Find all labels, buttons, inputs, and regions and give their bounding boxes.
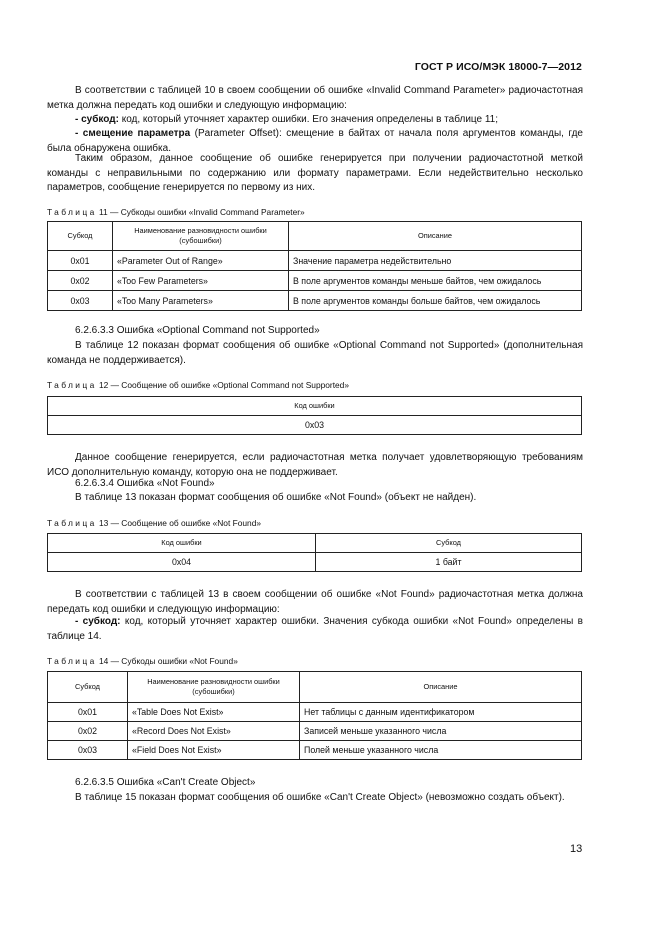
table-cell: 0x01 [48,251,113,271]
table-cell: «Parameter Out of Range» [113,251,289,271]
table-cell: 0x04 [48,553,316,572]
bullet-item [47,615,583,644]
table-row [48,703,582,722]
table-cell: 1 байт [316,553,582,572]
table-cell: 0x01 [48,703,128,722]
bullet-text: код, который уточняет характер ошибки. Его значения определены в таблице 11; [118,114,499,125]
table-cell: «Too Few Parameters» [113,271,289,291]
table-12 [47,396,582,435]
section-heading: 6.2.6.3.4 Ошибка «Not Found» [75,478,215,489]
caption-text: 14 — Субкоды ошибки «Not Found» [96,656,238,666]
table-header-cell: Описание [289,222,582,251]
table-cell: Значение параметра недействительно [289,251,582,271]
section-heading: 6.2.6.3.3 Ошибка «Optional Command not Supported» [75,325,320,336]
table-cell: 0x02 [48,722,128,741]
table-cell: 0x03 [48,416,582,435]
table-caption [47,207,305,217]
bullet-item [47,113,583,128]
caption-word: Таблица [47,656,97,666]
table-header-cell: Субкод [48,222,113,251]
table-cell: 0x02 [48,271,113,291]
table-caption [47,518,261,528]
table-cell: 0x03 [48,741,128,760]
table-row [48,722,582,741]
table-14 [47,671,582,760]
table-cell: Полей меньше указанного числа [300,741,582,760]
table-cell: «Field Does Not Exist» [128,741,300,760]
table-caption [47,380,349,390]
table-cell: В поле аргументов команды больше байтов, чем ожидалось [289,291,582,311]
caption-word: Таблица [47,518,97,528]
table-header-cell: Наименование разновидности ошибки (субошибки) [128,672,300,703]
paragraph: В соответствии с таблицей 13 в своем сообщении об ошибке «Not Found» радиочастотная метка должна передать код ошибки и следующую информацию: [47,589,583,615]
bullet-text: код, который уточняет характер ошибки. Значения субкода ошибки «Not Found» определены в таблице 14. [47,616,583,642]
bullet-term: - субкод: [75,616,121,627]
paragraph: В таблице 15 показан формат сообщения об ошибке «Can't Create Object» (невозможно создать объект). [75,792,565,803]
table-header-cell: Субкод [48,672,128,703]
table-header-cell: Код ошибки [48,534,316,553]
bullet-term: - смещение параметра [75,128,191,139]
table-header-cell: Наименование разновидности ошибки (субошибки) [113,222,289,251]
table-row [48,291,582,311]
table-row [48,741,582,760]
table-row [48,251,582,271]
table-row [48,271,582,291]
paragraph: В соответствии с таблицей 10 в своем сообщении об ошибке «Invalid Command Parameter» радиочастотная метка должна передать код ошибки и следующую информацию: [47,85,583,111]
table-header-cell: Субкод [316,534,582,553]
caption-text: 11 — Субкоды ошибки «Invalid Command Parameter» [96,207,305,217]
paragraph: Таким образом, данное сообщение об ошибке генерируется при получении радиочастотной меткой команды с неправильными по содержанию или формату параметрами. Если недействительно несколько параметров, сообщение генерируется по первому из них. [47,153,583,194]
table-cell: В поле аргументов команды меньше байтов, чем ожидалось [289,271,582,291]
caption-text: 12 — Сообщение об ошибке «Optional Command not Supported» [96,380,350,390]
table-cell: «Table Does Not Exist» [128,703,300,722]
table-11 [47,221,582,311]
paragraph: В таблице 13 показан формат сообщения об ошибке «Not Found» (объект не найден). [75,492,477,503]
table-cell: «Record Does Not Exist» [128,722,300,741]
section-heading: 6.2.6.3.5 Ошибка «Can't Create Object» [75,777,256,788]
table-cell: Записей меньше указанного числа [300,722,582,741]
table-header-cell: Код ошибки [48,397,582,416]
table-13 [47,533,582,572]
table-cell: «Too Many Parameters» [113,291,289,311]
table-cell: Нет таблицы с данным идентификатором [300,703,582,722]
table-caption [47,656,238,666]
bullet-term: - субкод: [75,114,119,125]
table-row [48,553,582,572]
caption-text: 13 — Сообщение об ошибке «Not Found» [96,518,262,528]
paragraph: В таблице 12 показан формат сообщения об ошибке «Optional Command not Supported» (дополнительная команда не поддерживается). [47,340,583,366]
page-header: ГОСТ Р ИСО/МЭК 18000-7—2012 [414,61,582,73]
page-number: 13 [570,843,583,855]
table-header-cell: Описание [300,672,582,703]
caption-word: Таблица [47,207,97,217]
paragraph: Данное сообщение генерируется, если радиочастотная метка получает удовлетворяющую требованиям ИСО дополнительную команду, которую она не поддерживает. [47,452,583,478]
bullet-text: (Parameter Offset): смещение в байтах от начала поля аргументов команды, где была обнаружена ошибка. [47,128,583,154]
table-row [48,416,582,435]
caption-word: Таблица [47,380,97,390]
table-cell: 0x03 [48,291,113,311]
